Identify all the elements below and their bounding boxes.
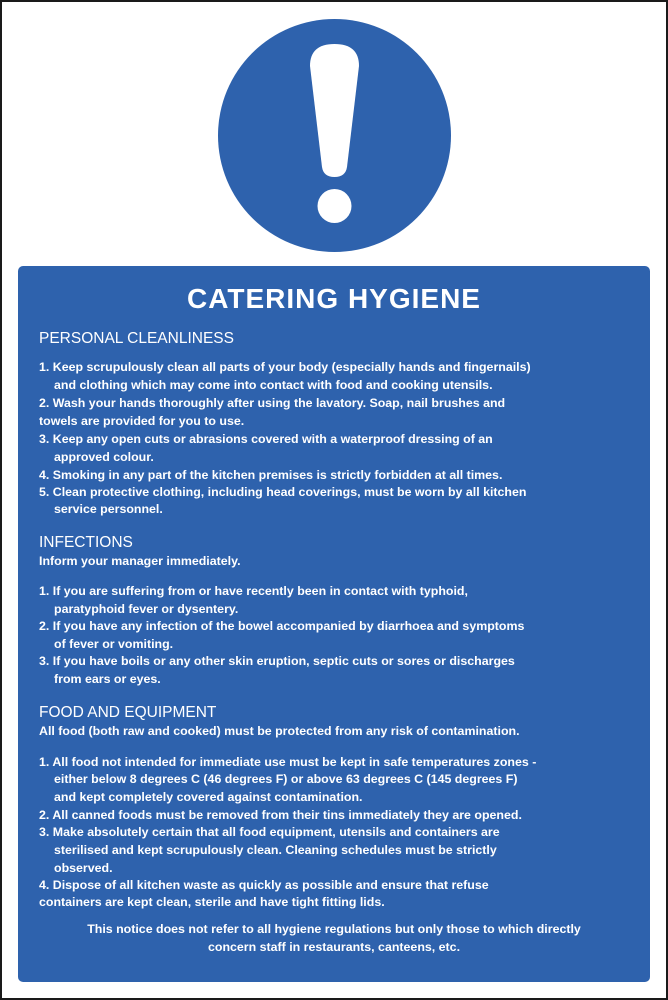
section-intro: All food (both raw and cooked) must be protected from any risk of contamination.	[39, 724, 520, 738]
list-line: of fever or vomiting.	[54, 637, 174, 651]
list-line: paratyphoid fever or dysentery.	[54, 602, 239, 616]
section-heading-personal: PERSONAL CLEANLINESS	[39, 330, 234, 347]
list-line: observed.	[54, 861, 113, 875]
list-line: containers are kept clean, sterile and have tight fitting lids.	[39, 895, 385, 909]
list-line: 4. Smoking in any part of the kitchen premises is strictly forbidden at all times.	[39, 468, 503, 482]
list-line: towels are provided for you to use.	[39, 414, 245, 428]
section-intro: Inform your manager immediately.	[39, 554, 241, 568]
sign-title: CATERING HYGIENE	[187, 283, 481, 314]
notice-panel	[18, 266, 650, 982]
list-line: 4. Dispose of all kitchen waste as quickly as possible and ensure that refuse	[39, 878, 489, 892]
section-heading-infections: INFECTIONS	[39, 534, 133, 551]
list-line: 2. Wash your hands thoroughly after using the lavatory. Soap, nail brushes and	[39, 396, 506, 410]
list-line: from ears or eyes.	[54, 672, 161, 686]
list-line: approved colour.	[54, 450, 154, 464]
list-line: either below 8 degrees C (46 degrees F) or above 63 degrees C (145 degrees F)	[54, 772, 518, 786]
list-line: and kept completely covered against contamination.	[54, 790, 363, 804]
section-heading-food: FOOD AND EQUIPMENT	[39, 704, 217, 721]
list-line: service personnel.	[54, 502, 163, 516]
list-line: 1. If you are suffering from or have recently been in contact with typhoid,	[39, 584, 468, 598]
list-line: 5. Clean protective clothing, including head coverings, must be worn by all kitchen	[39, 485, 527, 499]
list-line: 3. If you have boils or any other skin eruption, septic cuts or sores or discharges	[39, 654, 515, 668]
list-line: 1. Keep scrupulously clean all parts of your body (especially hands and fingernails)	[39, 360, 531, 374]
exclamation-mark-icon	[218, 19, 451, 252]
list-line: sterilised and kept scrupulously clean. Cleaning schedules must be strictly	[54, 843, 497, 857]
list-line: and clothing which may come into contact with food and cooking utensils.	[54, 378, 493, 392]
list-line: 3. Keep any open cuts or abrasions covered with a waterproof dressing of an	[39, 432, 493, 446]
footer-notice-line: This notice does not refer to all hygiene regulations but only those to which directly	[87, 922, 581, 936]
list-line: 1. All food not intended for immediate use must be kept in safe temperatures zones -	[39, 755, 537, 769]
list-line: 2. If you have any infection of the bowel accompanied by diarrhoea and symptoms	[39, 619, 525, 633]
footer-notice-line: concern staff in restaurants, canteens, etc.	[207, 940, 461, 954]
list-line: 3. Make absolutely certain that all food equipment, utensils and containers are	[39, 825, 500, 839]
list-line: 2. All canned foods must be removed from their tins immediately they are opened.	[39, 808, 522, 822]
